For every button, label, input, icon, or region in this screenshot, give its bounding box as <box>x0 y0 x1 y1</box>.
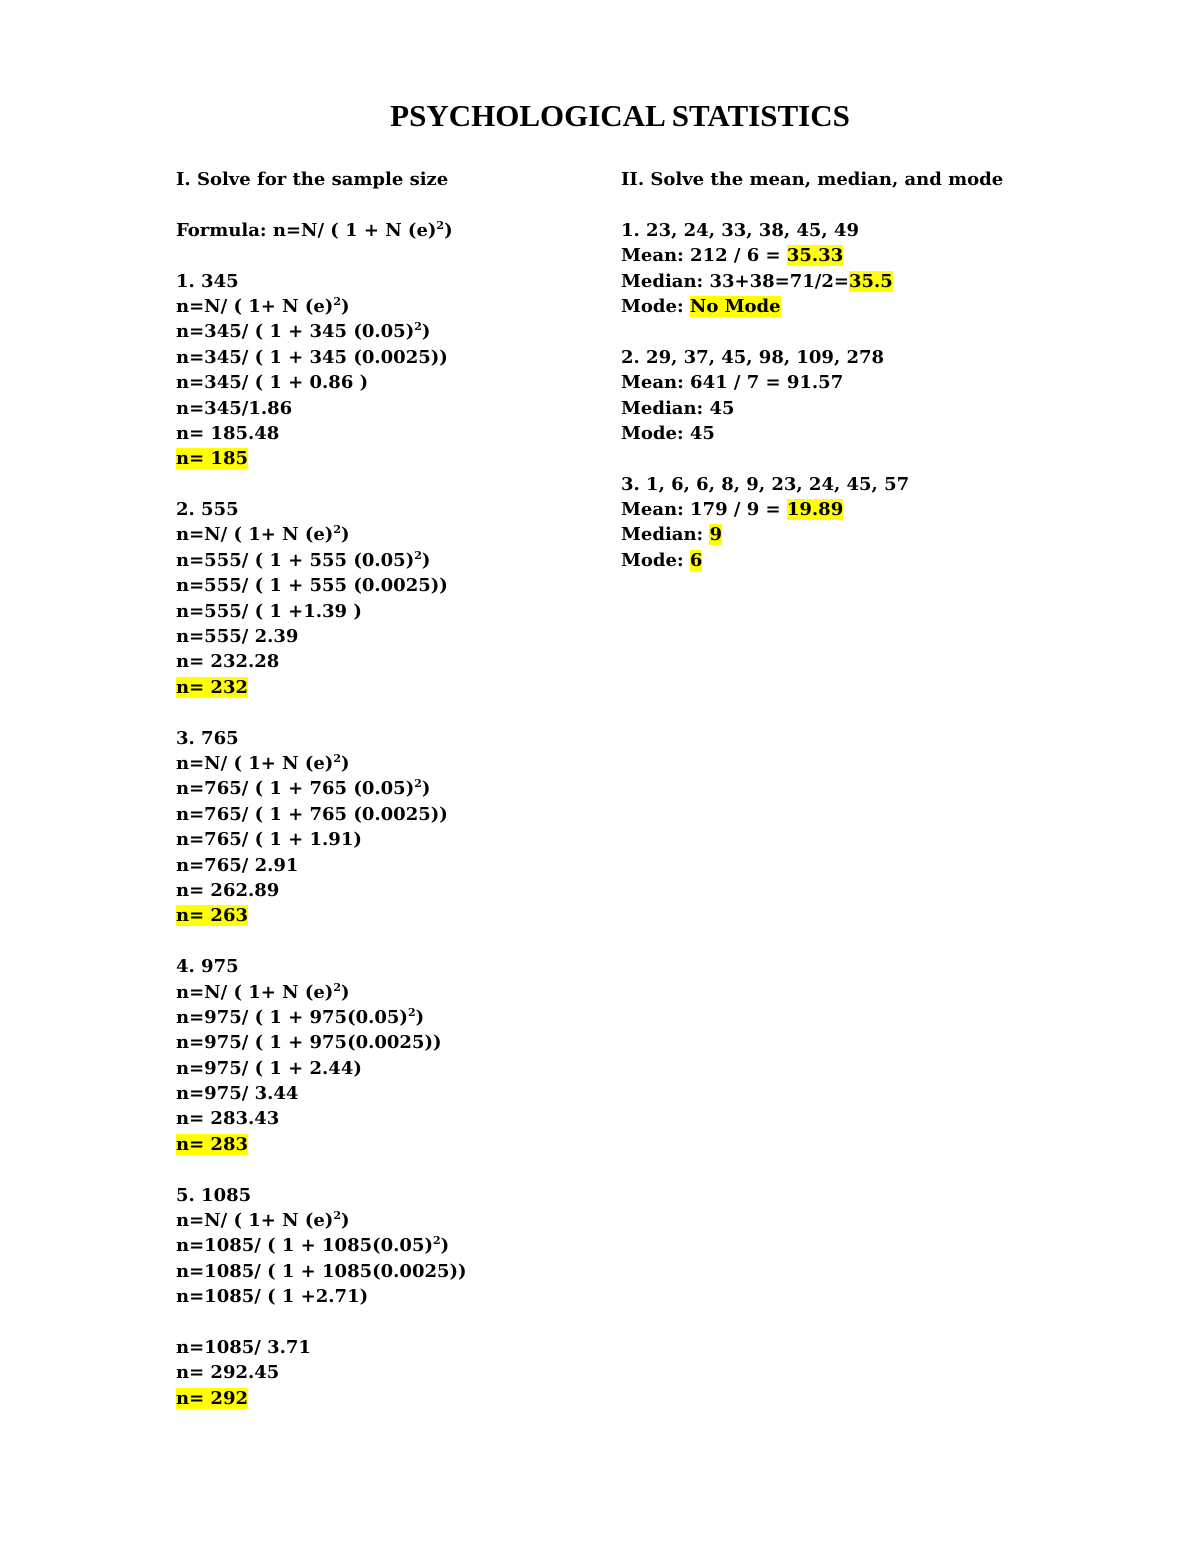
general-formula: n=N/ ( 1+ N $(e)^2$) <box>176 1209 350 1232</box>
calc-step: n=1085/ ( 1 +2.71) <box>176 1286 369 1308</box>
calc-step: n=345/ ( 1 + 345 (0.0025)) <box>176 346 448 368</box>
median-line: Median: 9 <box>621 524 722 546</box>
general-formula: n=N/ ( 1+ N $(e)^2$) <box>176 294 350 317</box>
calc-step: n=765/ ( 1 + 765 (0.0025)) <box>176 803 448 825</box>
highlighted-answer: 35.33 <box>786 245 844 267</box>
calc-step: n=555/ ( 1 + 555 (0.0025)) <box>176 575 448 597</box>
problem-number: 4. 975 <box>176 956 239 978</box>
highlighted-answer: 19.89 <box>786 499 844 521</box>
mean-line: Mean: 179 / 9 = 19.89 <box>621 499 844 521</box>
answer-line <box>176 446 596 471</box>
substituted-formula: n=555/ ( 1 + 555 $(0.05)^2$) <box>176 548 431 571</box>
calc-step: n=345/ ( 1 + 0.86 ) <box>176 372 369 394</box>
calc-step: n= 232.28 <box>176 651 280 673</box>
central-tendency-problems <box>621 218 1041 573</box>
problem-number: 5. 1085 <box>176 1184 252 1206</box>
calc-step: n=765/ 2.91 <box>176 854 299 876</box>
substituted-formula: n=765/ ( 1 + 765 $(0.05)^2$) <box>176 777 431 800</box>
problem-number: 3. 765 <box>176 727 239 749</box>
calc-step: n= 262.89 <box>176 879 280 901</box>
data-set: 3. 1, 6, 6, 8, 9, 23, 24, 45, 57 <box>621 473 910 495</box>
problem-number: 2. 555 <box>176 499 239 521</box>
general-formula: n=N/ ( 1+ N $(e)^2$) <box>176 751 350 774</box>
data-set: 2. 29, 37, 45, 98, 109, 278 <box>621 346 885 368</box>
general-formula: n=N/ ( 1+ N $(e)^2$) <box>176 523 350 546</box>
calc-step: n= 292.45 <box>176 1362 280 1384</box>
central-tendency-section <box>621 167 1041 573</box>
sample-size-section <box>176 167 596 1411</box>
calc-step: n= 185.48 <box>176 422 280 444</box>
mean-line: Mean: 641 / 7 = 91.57 <box>621 372 844 394</box>
general-formula: n=N/ ( 1+ N $(e)^2$) <box>176 980 350 1003</box>
highlighted-answer: n= 185 <box>176 448 249 470</box>
section-heading: II. Solve the mean, median, and mode <box>621 169 1004 190</box>
page-title: PSYCHOLOGICAL STATISTICS <box>390 98 850 133</box>
calc-step: n=765/ ( 1 + 1.91) <box>176 829 362 851</box>
calc-step: n=555/ 2.39 <box>176 626 299 648</box>
calc-step: n=975/ 3.44 <box>176 1083 299 1105</box>
formula: Formula: n=N/ ( 1 + N $(e)^2$) <box>176 218 453 241</box>
substituted-formula: n=345/ ( 1 + 345 $(0.05)^2$) <box>176 320 431 343</box>
problem-number: 1. 345 <box>176 270 239 292</box>
highlighted-answer: No Mode <box>689 295 781 317</box>
median-line: Median: 33+38=71/2=35.5 <box>621 270 893 292</box>
answer-line <box>176 1386 596 1411</box>
highlighted-answer: 35.5 <box>848 270 893 292</box>
highlighted-answer: n= 263 <box>176 905 249 927</box>
highlighted-answer: n= 283 <box>176 1133 249 1155</box>
calc-step: n=1085/ 3.71 <box>176 1336 311 1358</box>
calc-step: n=975/ ( 1 + 2.44) <box>176 1057 362 1079</box>
sample-size-problems <box>176 243 596 1411</box>
answer-line <box>176 1132 596 1157</box>
median-line: Median: 45 <box>621 397 735 419</box>
calc-step: n=345/1.86 <box>176 397 293 419</box>
calc-step: n=975/ ( 1 + 975(0.0025)) <box>176 1032 442 1054</box>
calc-step: n=1085/ ( 1 + 1085(0.0025)) <box>176 1260 467 1282</box>
data-set: 1. 23, 24, 33, 38, 45, 49 <box>621 219 860 241</box>
calc-step: n= 283.43 <box>176 1108 280 1130</box>
calc-step: n=555/ ( 1 +1.39 ) <box>176 600 362 622</box>
highlighted-answer: n= 292 <box>176 1387 249 1409</box>
mode-line: Mode: No Mode <box>621 295 781 317</box>
highlighted-answer: n= 232 <box>176 676 249 698</box>
mode-line: Mode: 6 <box>621 549 703 571</box>
mode-line: Mode: 45 <box>621 422 715 444</box>
substituted-formula: n=1085/ ( $1 + 1085(0.05)^2$) <box>176 1234 450 1257</box>
highlighted-answer: 6 <box>689 549 703 571</box>
section-heading: I. Solve for the sample size <box>176 169 449 190</box>
mean-line: Mean: 212 / 6 = 35.33 <box>621 245 844 267</box>
highlighted-answer: 9 <box>709 524 722 546</box>
answer-line <box>176 675 596 700</box>
substituted-formula: n=975/ ( $1 + 975(0.05)^2$) <box>176 1005 425 1028</box>
answer-line <box>176 903 596 928</box>
calc-step <box>176 1310 596 1335</box>
